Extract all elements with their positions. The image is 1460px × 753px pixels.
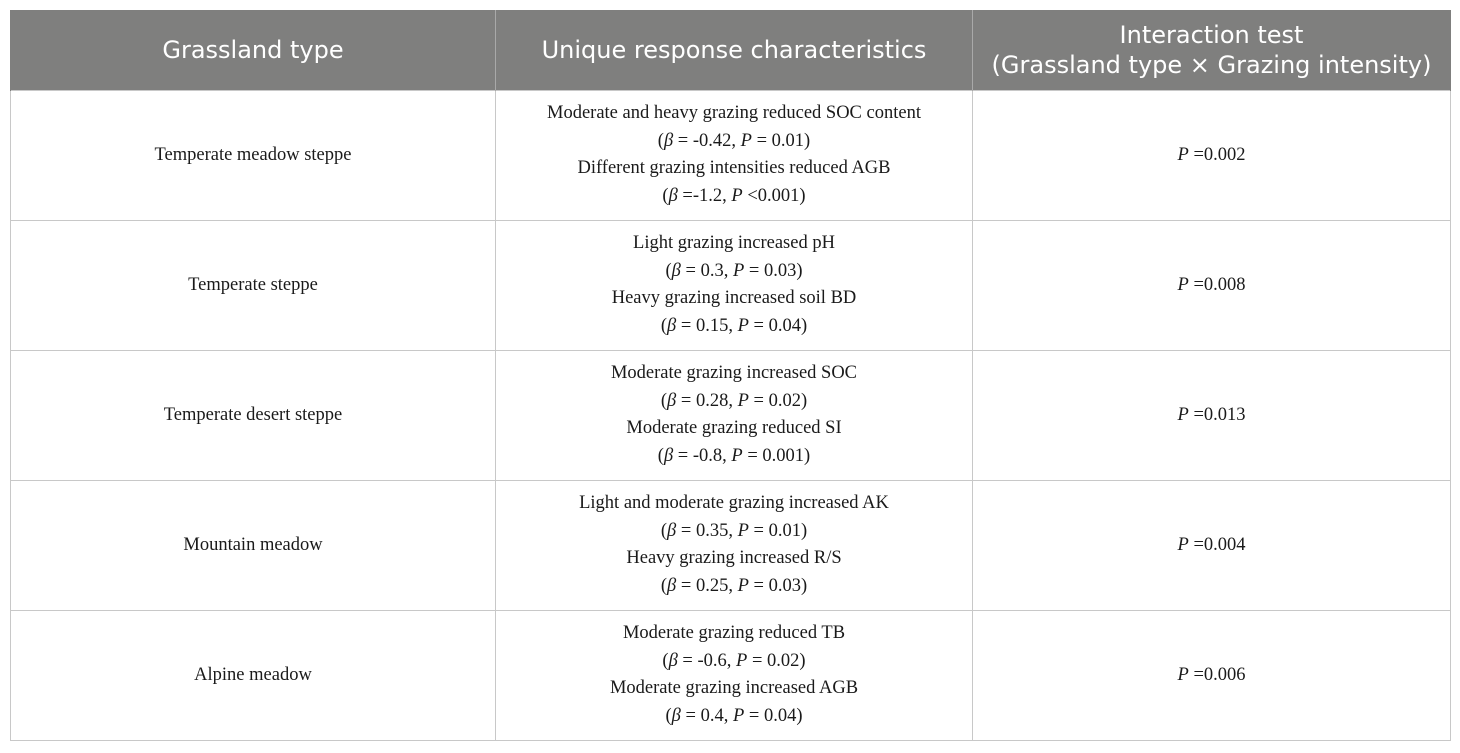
beta-symbol: β xyxy=(667,520,677,541)
table-body xyxy=(11,90,1451,740)
beta-symbol: β xyxy=(663,445,674,466)
beta-symbol: β xyxy=(667,315,677,336)
table-row xyxy=(11,350,1451,480)
header-row xyxy=(11,10,1451,90)
beta-value: = 0.28, xyxy=(676,390,738,411)
beta-symbol: β xyxy=(667,575,677,596)
effect-stats: (β = 0.3, P = 0.03) xyxy=(665,260,803,281)
effect-text: Light grazing increased pH xyxy=(633,233,835,253)
effect-text: Moderate grazing increased SOC xyxy=(610,363,858,383)
table-row xyxy=(11,610,1451,740)
beta-symbol: β xyxy=(671,705,681,726)
beta-symbol: β xyxy=(668,650,678,671)
p-value: = 0.03) xyxy=(744,260,803,281)
p-symbol: P xyxy=(731,445,743,466)
header-interaction-line1: Interaction test xyxy=(1119,20,1304,49)
effect-stats: (β = 0.25, P = 0.03) xyxy=(660,575,808,596)
characteristics-cell xyxy=(496,350,973,480)
effect-text: Moderate grazing reduced SI xyxy=(626,418,842,438)
effect-stats: (β = 0.35, P = 0.01) xyxy=(660,520,808,541)
beta-value: = 0.3, xyxy=(680,260,733,281)
grassland-type-cell: Temperate meadow steppe xyxy=(11,90,496,220)
grassland-type-cell: Temperate steppe xyxy=(11,220,496,350)
p-symbol: P xyxy=(1177,534,1189,555)
effect-stats: (β = 0.4, P = 0.04) xyxy=(665,705,803,726)
effect-text: Heavy grazing increased soil BD xyxy=(611,288,857,308)
p-value: = 0.03) xyxy=(748,575,808,596)
beta-value: = -0.6, xyxy=(677,650,737,671)
grassland-type-cell: Alpine meadow xyxy=(11,610,496,740)
effect-stats: (β = 0.28, P = 0.02) xyxy=(660,390,808,411)
effect-text: Moderate and heavy grazing reduced SOC content xyxy=(547,103,921,123)
p-symbol: P xyxy=(1177,404,1189,425)
interaction-p-value: =0.013 xyxy=(1188,404,1246,425)
beta-symbol: β xyxy=(671,260,681,281)
p-value: = 0.04) xyxy=(748,315,808,336)
p-symbol: P xyxy=(1177,664,1189,685)
characteristics-cell xyxy=(496,480,973,610)
interaction-p-cell xyxy=(973,480,1451,610)
header-interaction-line2: (Grassland type × Grazing intensity) xyxy=(991,50,1432,79)
effect-stats: (β =-1.2, P <0.001) xyxy=(662,185,806,206)
effect-stats: (β = 0.15, P = 0.04) xyxy=(660,315,808,336)
characteristics-cell xyxy=(496,90,973,220)
p-symbol: P xyxy=(737,575,749,596)
results-table xyxy=(10,10,1451,741)
table-row xyxy=(11,220,1451,350)
header-characteristics: Unique response characteristics xyxy=(496,10,973,90)
p-value: = 0.001) xyxy=(742,445,811,466)
p-value: <0.001) xyxy=(742,185,806,206)
beta-value: = -0.8, xyxy=(673,445,732,466)
effect-text: Light and moderate grazing increased AK xyxy=(579,493,889,513)
effect-text: Heavy grazing increased R/S xyxy=(626,548,842,568)
p-symbol: P xyxy=(732,260,745,281)
p-value: = 0.02) xyxy=(748,390,808,411)
beta-value: = -0.42, xyxy=(673,130,741,151)
p-symbol: P xyxy=(740,130,752,151)
p-symbol: P xyxy=(737,520,749,541)
p-value: = 0.01) xyxy=(748,520,808,541)
p-symbol: P xyxy=(1177,274,1189,295)
p-symbol: P xyxy=(737,390,749,411)
beta-value: = 0.15, xyxy=(676,315,738,336)
interaction-p-value: =0.006 xyxy=(1188,664,1246,685)
table-header xyxy=(11,10,1451,90)
p-symbol: P xyxy=(736,650,748,671)
table-row xyxy=(11,480,1451,610)
p-value: = 0.02) xyxy=(747,650,806,671)
interaction-p-cell xyxy=(973,220,1451,350)
header-grassland-type: Grassland type xyxy=(11,10,496,90)
effect-text: Different grazing intensities reduced AGB xyxy=(577,158,891,178)
beta-value: = 0.25, xyxy=(676,575,738,596)
beta-symbol: β xyxy=(663,130,674,151)
characteristics-cell xyxy=(496,610,973,740)
effect-text: Moderate grazing increased AGB xyxy=(609,678,859,698)
interaction-p-value: =0.004 xyxy=(1188,534,1246,555)
beta-value: = 0.35, xyxy=(676,520,738,541)
p-value: = 0.04) xyxy=(744,705,803,726)
interaction-p-value: =0.002 xyxy=(1188,144,1246,165)
p-value: = 0.01) xyxy=(751,130,811,151)
effect-stats: (β = -0.8, P = 0.001) xyxy=(657,445,811,466)
grassland-type-cell: Temperate desert steppe xyxy=(11,350,496,480)
p-symbol: P xyxy=(732,705,745,726)
beta-symbol: β xyxy=(667,390,677,411)
p-symbol: P xyxy=(731,185,743,206)
beta-symbol: β xyxy=(668,185,678,206)
table-row xyxy=(11,90,1451,220)
p-symbol: P xyxy=(737,315,749,336)
p-symbol: P xyxy=(1177,144,1189,165)
effect-stats: (β = -0.6, P = 0.02) xyxy=(662,650,806,671)
grassland-type-cell: Mountain meadow xyxy=(11,480,496,610)
characteristics-cell xyxy=(496,220,973,350)
header-interaction-test xyxy=(973,10,1451,90)
interaction-p-cell xyxy=(973,350,1451,480)
beta-value: = 0.4, xyxy=(680,705,733,726)
interaction-p-cell xyxy=(973,90,1451,220)
interaction-p-value: =0.008 xyxy=(1188,274,1246,295)
effect-stats: (β = -0.42, P = 0.01) xyxy=(657,130,811,151)
effect-text: Moderate grazing reduced TB xyxy=(622,623,846,643)
interaction-p-cell xyxy=(973,610,1451,740)
beta-value: =-1.2, xyxy=(677,185,732,206)
